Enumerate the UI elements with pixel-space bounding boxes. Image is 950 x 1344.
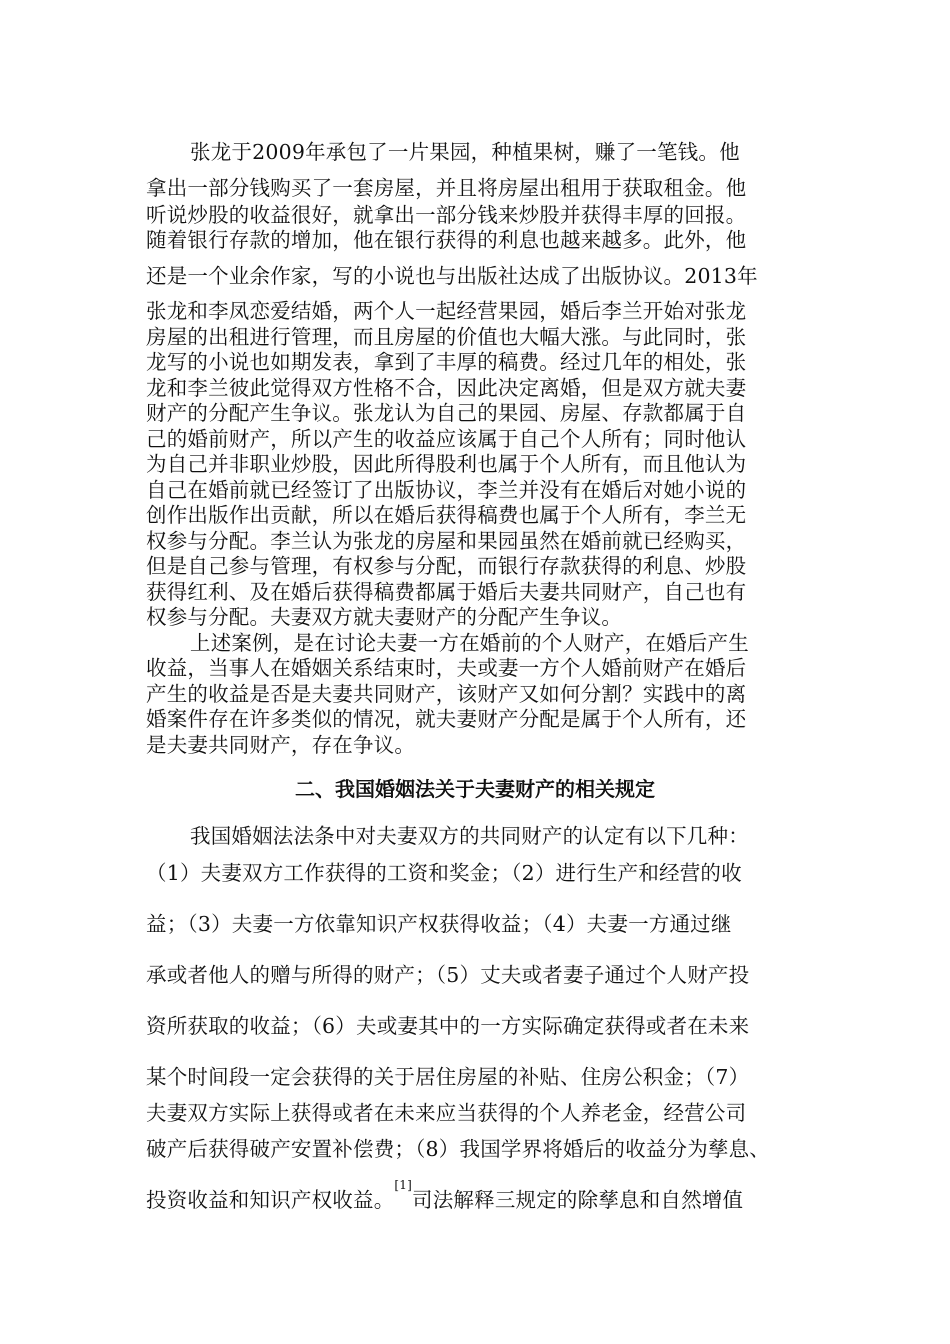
- paragraph-line: 产生的收益是否是夫妻共同财产，该财产又如何分割？实践中的离: [146, 682, 747, 706]
- paragraph-line: 龙写的小说也如期发表，拿到了丰厚的稿费。经过几年的相处，张: [146, 350, 747, 374]
- paragraph-line: 我国婚姻法法条中对夫妻双方的共同财产的认定有以下几种：: [190, 824, 749, 848]
- paragraph-line: 房屋的出租进行管理，而且房屋的价值也大幅大涨。与此同时，张: [146, 325, 747, 349]
- paragraph-line: 创作出版作出贡献，所以在婚后获得稿费也属于个人所有，李兰无: [146, 503, 747, 527]
- paragraph-line: 某个时间段一定会获得的关于居住房屋的补贴、住房公积金；（7）: [146, 1065, 750, 1089]
- line-text: 投资收益和知识产权收益。: [146, 1188, 395, 1212]
- paragraph-line: （1）夫妻双方工作获得的工资和奖金；（2）进行生产和经营的收: [146, 861, 742, 885]
- paragraph-line: 随着银行存款的增加，他在银行获得的利息也越来越多。此外，他: [146, 228, 747, 252]
- paragraph-line: 但是自己参与管理，有权参与分配，而银行存款获得的利息、炒股: [146, 554, 747, 578]
- footnote-reference[interactable]: [1]: [394, 1178, 413, 1192]
- paragraph-line: 承或者他人的赠与所得的财产；（5）丈夫或者妻子通过个人财产投: [146, 963, 750, 987]
- paragraph-line: 听说炒股的收益很好，就拿出一部分钱来炒股并获得丰厚的回报。: [146, 203, 747, 227]
- section-heading: 二、我国婚姻法关于夫妻财产的相关规定: [295, 777, 655, 801]
- paragraph-line: 还是一个业余作家，写的小说也与出版社达成了出版协议。2013年: [146, 264, 758, 288]
- line-text: 司法解释三规定的除孳息和自然增值: [412, 1188, 744, 1212]
- paragraph-line: 为自己并非职业炒股，因此所得股利也属于个人所有，而且他认为: [146, 452, 747, 476]
- paragraph-line: 权参与分配。李兰认为张龙的房屋和果园虽然在婚前就已经购买，: [146, 529, 747, 553]
- paragraph-line: 张龙和李凤恋爱结婚，两个人一起经营果园，婚后李兰开始对张龙: [146, 299, 747, 323]
- paragraph-line: 龙和李兰彼此觉得双方性格不合，因此决定离婚，但是双方就夫妻: [146, 376, 747, 400]
- paragraph-line: 婚案件存在许多类似的情况，就夫妻财产分配是属于个人所有，还: [146, 707, 747, 731]
- paragraph-line: 是夫妻共同财产，存在争议。: [146, 733, 416, 757]
- paragraph-line: 资所获取的收益；（6）夫或妻其中的一方实际确定获得或者在未来: [146, 1014, 750, 1038]
- paragraph-line: 夫妻双方实际上获得或者在未来应当获得的个人养老金，经营公司: [146, 1101, 747, 1125]
- paragraph-line: 收益，当事人在婚姻关系结束时，夫或妻一方个人婚前财产在婚后: [146, 656, 747, 680]
- paragraph-line: 张龙于2009年承包了一片果园，种植果树，赚了一笔钱。他: [190, 140, 740, 164]
- paragraph-line: 获得红利、及在婚后获得稿费都属于婚后夫妻共同财产，自己也有: [146, 580, 747, 604]
- paragraph-line: 上述案例，是在讨论夫妻一方在婚前的个人财产，在婚后产生: [190, 631, 749, 655]
- paragraph-line: [146, 1178, 744, 1213]
- paragraph-line: 财产的分配产生争议。张龙认为自己的果园、房屋、存款都属于自: [146, 401, 747, 425]
- paragraph-line: 自己在婚前就已经签订了出版协议，李兰并没有在婚后对她小说的: [146, 478, 747, 502]
- paragraph-line: 益；（3）夫妻一方依靠知识产权获得收益；（4）夫妻一方通过继: [146, 912, 732, 936]
- paragraph-line: 己的婚前财产，所以产生的收益应该属于自己个人所有；同时他认: [146, 427, 747, 451]
- paragraph-line: 权参与分配。夫妻双方就夫妻财产的分配产生争议。: [146, 605, 623, 629]
- paragraph-line: 拿出一部分钱购买了一套房屋，并且将房屋出租用于获取租金。他: [146, 176, 747, 200]
- paragraph-line: 破产后获得破产安置补偿费；（8）我国学界将婚后的收益分为孳息、: [146, 1137, 770, 1161]
